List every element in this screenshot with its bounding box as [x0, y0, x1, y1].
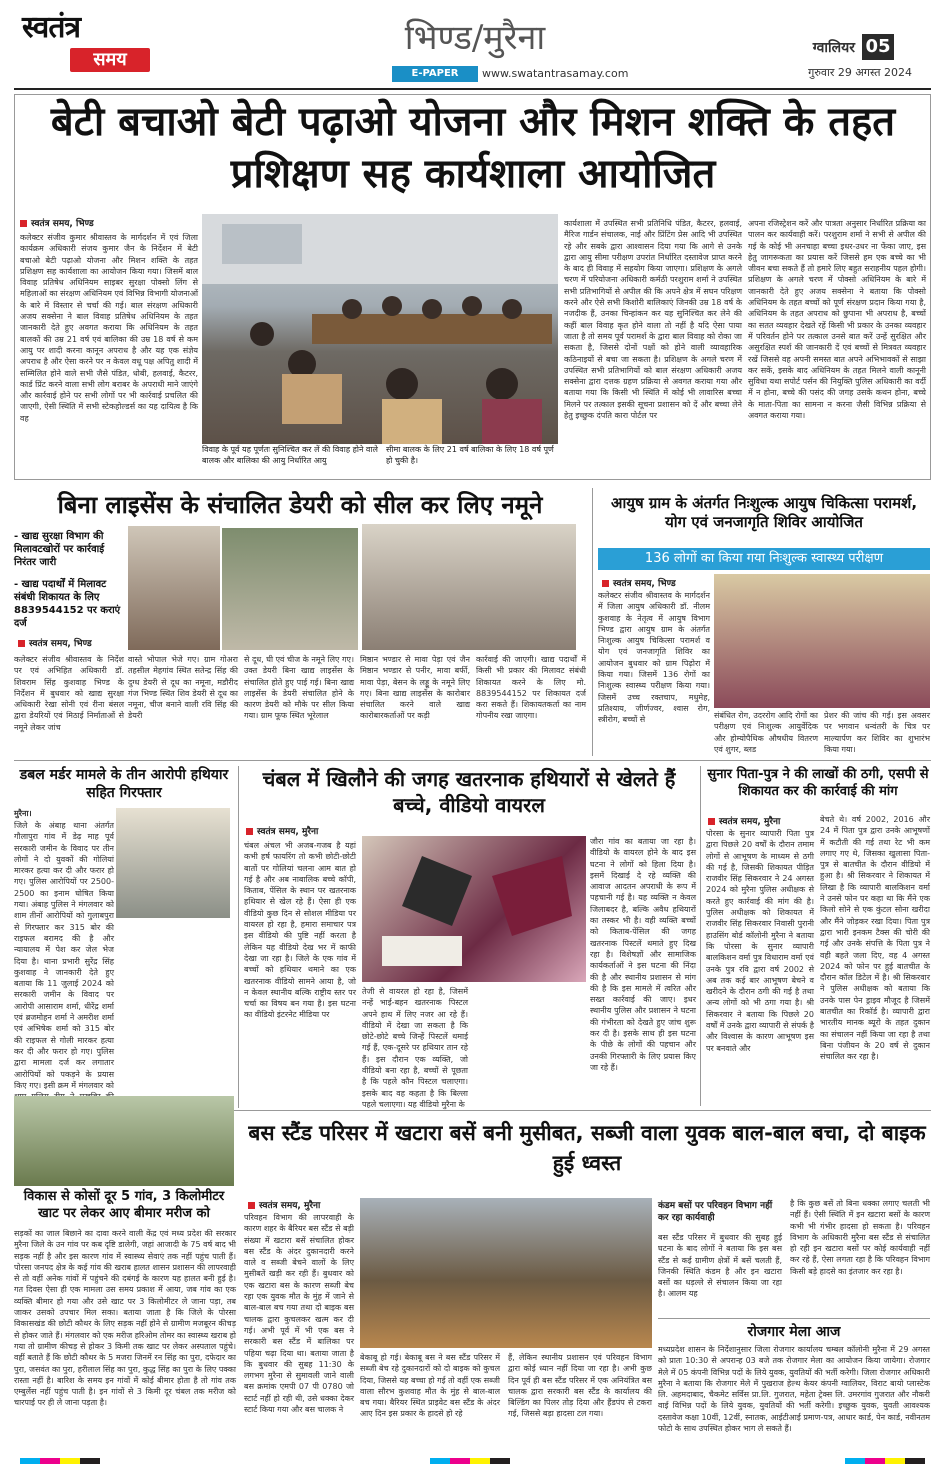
sunar-col2: बेचते थे। वर्ष 2002, 2016 और 24 में पिता पुत्र द्वारा उनके आभूषणों में कटौती की गई तथा रेट भी कम लगाए गए थे, जिसका खुलासा पिता-पुत्र से बातचीत के दौरान वीडियो में हुआ है। श्री सिकरवार ने शिकायत में लिखा है कि व्यापारी बालकिशन वर्मा ने उनसे फोन पर कहा था कि मैंने एक किलो सोने से एक कुंटल सोना खरीदा और मैंने जोड़कर रखा दिया। पिता पुत्र द्वारा भारी इनकम टैक्स की चोरी की गई और उनके संपत्ति के पिता पुत्र ने वही बहते जला दिए, वह 4 अगस्त 2024 को फोन पर हुई बातचीत के दौरान कॉल डिटेल में है। श्री सिकरवार ने पुलिस अधीक्षक को बताया कि उनके पास पेन ड्राइव मौजूद है जिसमें बातचीत का रिकॉर्ड है। व्यापारी द्वारा भारतीय मानक ब्यूरो के तहत दुकान का संचालन नहीं किया जा रहा है तथा बिना पंजीयन के 20 वर्ष से दुकान संचालित कर रहा है। [820, 815, 930, 1062]
divider [238, 766, 239, 1108]
ayush-headline: आयुष ग्राम के अंतर्गत निःशुल्क आयुष चिकित्सा परामर्श, योग एवं जनजागृति शिविर आयोजित [610, 494, 918, 531]
ayush-banner: 136 लोगों का किया गया निःशुल्क स्वास्थ्य परीक्षण [598, 548, 930, 570]
chambal-col1: चंबल अंचल भी अजब-गजब है यहां कभी हर्ष फायरिंग तो कभी छोटी-छोटी बातों पर गोलियां चलना आम बात हो गई है और अब नाबालिक बच्चे कॉपी, किताब, पेंसिल के स्थान पर खतरनाक हथियार से खेल रहे हैं। ऐसा ही एक वीडियो कुछ दिन से सोशल मीडिया पर वायरल हो रहा है, हमारा समाचार पत्र इस वीडियो की पुष्टि नहीं करता है लेकिन यह वीडियो देख भर में काफी देखा जा रहा है। जिले के एक गांव में बच्चों को हथियार थमाने का एक खतरनाक वीडियो सामने आया है, जो न केवल स्थानीय बल्कि राष्ट्रीय स्तर पर चर्चा का विषय बन गया है। इस घटना का वीडियो इंटरनेट मीडिया पर [244, 841, 356, 1020]
murder-photo [116, 808, 230, 918]
edition-title: भिण्ड/मुरैना [404, 18, 546, 58]
lead-col1: कलेक्टर संजीव कुमार श्रीवास्तव के मार्गदर्शन में एवं जिला कार्यक्रम अधिकारी संजय कुमार जैन के निर्देशन में बेटी बचाओ बेटी पढ़ाओ योजना और मिशन शक्ति के तहत प्रशिक्षण सह कार्यशाला का आयोजन किया गया। जिसमें बाल विवाह प्रतिषेध अधिनियम साइबर सुरक्षा पोक्सो लिंग से महिलाओं का संरक्षण अधिनियम एवं विभिन्न विभागी योजनाओं के बारे में विस्तार से चर्चा की गई। बाल संरक्षण अधिकारी अजय सक्सेना ने बाल विवाह प्रतिषेध अधिनियम के तहत जानकारी देते हुए अवगत कराया कि अधिनियम के तहत बालकों की उम्र 21 वर्ष एवं बालिका की उम्र 18 वर्ष से कम आयु पर शादी करना कानून अपराध है और यह एक संज्ञेय अपराध है और ऐसा करने पर न केवल वधू पक्ष अपितु शादी में सम्मिलित होने वाले सभी जैसे पंडित, धोबी, हलवाई, कैटरर, कार्ड प्रिंट करने वाला सभी लोग बराबर के अपराधी माने जाएंगे और कार्रवाई होने पर सभी लोगों पर भी कार्रवाई प्रचलित की जाएगी, ऐसी स्थिति में सभी स्टेकहोल्डर्स का यह दायित्व है कि वह [20, 233, 198, 423]
bus-side: कंडम बसों पर परिवहन विभाग नहीं कर रहा कार्यवाही [658, 1201, 773, 1223]
lead-col4: अपना रजिस्ट्रेशन करें और पात्रता अनुसार निर्धारित प्रक्रिया का पालन कर कार्यवाही करें। परशुराम शर्मा ने सभी से अपील की गई के कोई भी अनचाहा बच्चा इधर-उधर ना फेंका जाए, इस हेतु जागरूकता का प्रयास करें जिससे हम एक बच्चे का भी जीवन बचा सकते हैं तो हमारे लिए बहुत सराहनीय पहल होगी। प्रशिक्षण के अगले चरण में पोक्सो अधिनियम के बारे में जानकारी देते हुए अजय सक्सेना ने बताया कि पोक्सो अधिनियम के तहत बच्चों को पूर्ण संरक्षण प्रदान किया गया है, अधिनियम के तहत अपराध को छुपाना भी अपराध है, बच्चों का सतत व्यवहार देखते रहें किसी भी प्रकार के उनका व्यवहार में परिवर्तन होने पर तत्काल उनसे बात करें उन्हें सुरक्षित और असुरक्षित स्पर्श की जानकारी दें एवं बच्चों से मित्रवत व्यवहार रखें जिससे वह अपनी समस्त बात अपने अभिभावकों से साझा कर सकें, इसके बाद अधिनियम के तहत मिलने वाली कानूनी सुविधा यथा सपोर्ट पर्सन की नियुक्ति पुलिस अधिकारी का वर्दी में न होना, बच्चे की पसंद की जगह उसके कथन होना, बच्चे के माता-पिता का सामना न करना जैसी विभिन्न प्रक्रिया से अवगत कराया गया। [748, 219, 926, 421]
ayush-col2: संबंधित रोग, उदररोग आदि रोगों का परीक्षण एवं निःशुल्क आयुर्वेदिक और होम्योपैथिक औषधीय वितरण एवं शुगर, ब्लड [714, 711, 818, 754]
dairy-col4: मिष्ठान भण्डार से मावा पेड़ा एवं जैन मिष्ठान भण्डार से पनीर, मावा बर्फी, मावा पेड़ा, बेसन के लड्डू के नमूने लिए गए। बिना खाद्य लाइसेंस के कारोबार संचालित करने वाले खाद्य कारोबारकर्ताओं पर कड़ी [360, 655, 470, 721]
vikas-col: सड़कों का जाल बिछाने का दावा करने वाली केंद्र एवं मध्य प्रदेश की सरकार मुरैना जिले के उन गांव पर कब दृष्टि डालेगी, जहां आजादी के 75 वर्ष बाद भी सड़क नहीं है और इस कारण गांव में स्वास्थ्य सेवाएं तक नहीं पहुंच पाती हैं। पोरसा जनपद क्षेत्र के कई गांव की खराब हालत शासन प्रशासन की लापरवाही से तो वहीं अनेक गांवों में पहुंचने की दबंगई के कारण यह हालत बनी हुई है। गत दिवस ऐसा ही एक मामला उस समय प्रकाश में आया, जब गांव का एक व्यक्ति बीमार हो गया और उसे खाट पर 3 किलोमीटर ले जाना पड़ा, तब जाकर उसको उपचार मिल सका। बताया जाता है कि जिले के पोरसा विकासखंड की छोटी कौथर के लिए सड़क नहीं होने से ग्रामीण मजबूरन कीचड़ से होकर जाते हैं। मंगलवार को एक मरीज हरिओम तोमर का स्वास्थ्य खराब हो गया तो ग्रामीण कीचड़ से होकर 3 किमी तक खाट पर लेकर अस्पताल पहुंचे। वहीं बताते हैं कि छोटी कौथर के 5 मजरा जिनमें रन सिंह का पुरा, दफेदार का पुरा, जसवंत का पुरा, हरीलाल सिंह का पुरा, कुद्ध सिंह का पुरा के लिए पक्का रास्ता नहीं है। बारिश के समय इन गांवों में कोई बीमार होता है तो गांव तक एम्बुलेंस नहीं पहुंच पाती है। इन गांवों से 3 किमी दूर चंबल तक मरीज को चारपाई पर ही ले जाना पड़ता है। [14, 1229, 236, 1408]
lead-caption-2: सीमा बालक के लिए 21 वर्ष बालिका के लिए 18 वर्ष पूर्ण हो चुकी है। [386, 444, 558, 474]
dairy-photo-2 [222, 528, 358, 650]
vikas-photo [14, 1096, 234, 1186]
ayush-byline: स्वतंत्र समय, भिण्ड [602, 576, 712, 589]
registration-mark [430, 1458, 510, 1464]
murder-headline: डबल मर्डर मामले के तीन आरोपी हथियार सहित गिरफ्तार [19, 767, 229, 801]
chambal-col3: जौरा गांव का बताया जा रहा है। वीडियो के वायरल होने के बाद इस घटना ने लोगों को हिला दिया है। इसमें दिखाई दे रहे व्यक्ति की आवाज आदतन अपराधी के रूप में पहचानी गई है। यह व्यक्ति न केवल जिलाबदर है, बल्कि अवैध हथियारों का तस्कर भी है। वही व्यक्ति बच्चों को किताब-पेंसिल की जगह खतरनाक पिस्टलें थमाते हुए दिख रहा है। विशेषज्ञों और सामाजिक कार्यकर्ताओं ने इस घटना की निंदा की है और स्थानीय प्रशासन से मांग की है कि इस मामले में त्वरित और सख्त कार्रवाई की जाए। इधर स्थानीय पुलिस और प्रशासन ने घटना की गंभीरता को देखते हुए जांच शुरू कर दी है। इसके साथ ही इस घटना के पीछे के लोगों की पहचान और उनकी गिरफ्तारी के लिए प्रयास किए जा रहे हैं। [590, 837, 696, 1072]
rozgar-headline: रोजगार मेला आज [747, 1324, 841, 1340]
bus-col4: बस स्टैंड परिसर में बुधवार की सुबह हुई घटना के बाद लोगों ने बताया कि इस बस स्टैंड से कई ग्रामीण क्षेत्रों में बसें चलती हैं, जिनकी स्थिति कंडम है और इन खटारा बसों का धड़ल्ले से संचालन किया जा रहा है। आलम यह [658, 1233, 782, 1299]
ayush-photo [714, 574, 930, 708]
lead-col3: कार्यशाला में उपस्थित सभी प्रतिनिधि पंडित, कैटरर, हलवाई, मैरिज गार्डन संचालक, नाई और प्रिंटिंग प्रेस आदि भी उपस्थित रहे और सबके द्वारा आश्वासन दिया गया कि आगे से उनके द्वारा आयु सीमा परीक्षण उपरांत निर्धारित दस्तावेज प्राप्त करने के बाद ही विवाह में सहयोग किया जाएगा। प्रशिक्षण के अगले चरण में परियोजना अधिकारी कर्मठी परशुराम शर्मा ने उपस्थित सभी प्रतिभागियों से अपील की कि अपने क्षेत्र में सघन परिक्षण करने और ऐसे सभी किशोरी बालिकाएं जिनकी उम्र 18 वर्ष के नजदीक हैं, उनका चिन्हांकन कर यह सुनिश्चित कर लेने की कहीं बाल विवाह कृत होने वाला तो नहीं है यदि ऐसा पाया जाता है तो समय पूर्व परामर्श के द्वारा बाल विवाह को रोका जा सकता है, जिससे दोनों पक्षों को होने वाली व्यावहारिक कठिनाइयों से बचा जा सकता है। प्रशिक्षण के अगले चरण में उपस्थित सभी प्रतिभागियों को बाल संरक्षण अधिकारी अजय सक्सेना द्वारा दत्तक ग्रहण प्रक्रिया से अवगत कराया गया और बताया गया कि किसी भी स्थिति में कोई भी लावारिस बच्चा मिलने पर तत्काल इसकी सूचना प्रशासन को दें और बच्चा लेने हेतु इच्छुक दंपति कारा पोर्टल पर [564, 219, 742, 421]
bus-col2: बेकाबू हो गई। बेकाबू बस ने बस स्टैंड परिसर में सब्जी बेच रहे दुकानदारों को दो बाइक को कुचल दिया, जिससे यह बच्चा हो गई तो वहीं एक सब्जी वाला सौरभ कुशवाह मौत के मुंह से बाल-बाल बच गया। बैरियर स्थित प्राइवेट बस स्टैंड के अंदर आए दिन इस प्रकार के हादसे हो रहे [360, 1353, 500, 1419]
lead-photo [202, 214, 558, 444]
sunar-byline: स्वतंत्र समय, मुरैना [708, 814, 818, 827]
bus-col1: परिवहन विभाग की लापरवाही के कारण शहर के बैरियर बस स्टैंड से बड़ी संख्या में खटारा बसें संचालित होकर बस स्टैंड के अंदर दुकानदारी करने वाले व सब्जी बेचने वालों के लिए मुसीबतें खड़ी कर रही हैं। बुधवार को एक खटारा बस के कारण सब्जी बेच रहा एक युवक मौत के मुंह में जाने से बाल-बाल बच गया तथा दो बाइक बस चालक द्वारा कुचलकर खत्म कर दी गई। अभी पूर्व में भी एक बस ने सरकारी बस स्टैंड में बालिका पर पहिया चढ़ा दिया था। बताया जाता है कि बुधवार की सुबह 11:30 के लगभग मुरैना से सुमावली जाने वाली बस क्रमांक एमपी 07 पी 0780 जो स्टार्ट नहीं हो रही थी, उसे धक्का देकर स्टार्ट किया गया और बस चालक ने [244, 1213, 354, 1415]
divider [658, 1318, 930, 1319]
registration-mark [845, 1458, 925, 1464]
sunar-headline: सुनार पिता-पुत्र ने की लाखों की ठगी, एसपी से शिकायत कर की कार्रवाई की मांग [707, 767, 929, 799]
chambal-byline: स्वतंत्र समय, मुरैना [246, 824, 356, 837]
bus-headline: बस स्टैंड परिसर में खटारा बसें बनी मुसीबत, सब्जी वाला युवक बाल-बाल बचा, दो बाइक हुई ध्वस्त [248, 1121, 926, 1175]
dairy-byline: स्वतंत्र समय, भिण्ड [18, 636, 128, 649]
logo-bottom: समय [70, 48, 150, 72]
chambal-col2b [474, 986, 586, 1102]
chambal-col2: तेजी से वायरल हो रहा है, जिसमें नन्हें भाई-बहन खतरनाक पिस्टल अपने हाथ में लिए नजर आ रहे हैं। वीडियो में देखा जा सकता है कि छोटे-छोटे बच्चे जिन्हें पिस्टलें थमाई गई हैं, एक-दूसरे पर हथियार तान रहे हैं। इस दौरान एक व्यक्ति, जो वीडियो बना रहा है, बच्चों से पूछता है कि पहले कौन पिस्टल चलाएगा। इसके बाद वह कहता है कि बिल्ला पहले चलाएगा। यह वीडियो मुरैना के [362, 987, 468, 1109]
city-label: ग्वालियर [812, 40, 855, 56]
dairy-side-2: - खाद्य पदार्थों में मिलावट संबंधी शिकायत के लिए 8839544152 पर कराएं दर्ज [14, 579, 121, 629]
workshop-photo-image [202, 214, 558, 444]
bus-col5: है कि कुछ बसें तो बिना धक्का लगाए चलती भी नहीं हैं। ऐसी स्थिति में इन खटारा बसों के कारण कभी भी गंभीर हादसा हो सकता है। परिवहन विभाग के अधिकारी मुरैना बस स्टैंड से संचालित हो रही इन खटारा बसों पर कोई कार्यवाही नहीं कर रहे हैं, ऐसा लगता रहा है कि परिवहन विभाग किसी बड़े हादसे का इंतजार कर रहा है। [790, 1199, 930, 1276]
lead-headline: बेटी बचाओ बेटी पढ़ाओ योजना और मिशन शक्ति के तहत प्रशिक्षण सह कार्यशाला आयोजित [50, 99, 896, 197]
dairy-col3: से दूध, घी एवं चीज के नमूने लिए गए। उक्त डेयरी बिना खाद्य लाइसेंस के संचालित होते हुए पाई गई। बिना खाद्य लाइसेंस के डेयरी संचालित होने के कारण डेयरी को मौके पर सील किया गया। ग्राम फूफ स्थित भूरेलाल [244, 655, 354, 721]
murder-dateline: मुरैना। [14, 809, 32, 818]
dairy-col2: वास्ते भोपाल भेजे गए। ग्राम गोअरा तहसील मेहगांव स्थित सतेन्द्र सिंह की दुग्ध डेयरी से दूध का नमूना, मडौरीद गंज भिण्ड स्थित शिव डेयरी से दूध का नमूना, चीज बनाने वाली रवि सिंह की डेयरी [128, 655, 238, 721]
logo-top: स्वतंत्र [22, 10, 81, 45]
ayush-col3: प्रेशर की जांच की गई। इस अवसर पर भगवान धन्वंतरी के चित्र पर माल्यार्पण कर शिविर का शुभारंभ किया गया। [824, 711, 930, 754]
masthead-rule [14, 88, 931, 90]
chambal-headline: चंबल में खिलौने की जगह खतरनाक हथियारों से खेलते हैं बच्चे, वीडियो वायरल [262, 767, 676, 817]
issue-date: गुरुवार 29 अगस्त 2024 [808, 66, 912, 79]
sunar-col1: पोरसा के सुनार व्यापारी पिता पुत्र द्वारा पिछले 20 वर्षों के दौरान तमाम लोगों से आभूषण के माध्यम से ठगी की गई है, जिसकी शिकायत पीड़ित राजवीर सिंह सिकरवार ने 24 अगस्त 2024 को मुरैना पुलिस अधीक्षक से करते हुए कार्रवाई की मांग की है। पुलिस अधीक्षक को शिकायत में राजवीर सिंह सिकरवार निवासी पुरानी हाउसिंग बोर्ड कॉलोनी मुरैना ने बताया कि पोरसा के सुनार व्यापारी बालकिशन वर्मा पुत्र विधाराम वर्मा एवं उनके पुत्र रवि द्वारा वर्ष 2002 से अब तक कई बार आभूषण बेचने व खरीदने के दौरान ठगी की गई है तथा अन्य लोगों को भी ठगा गया है। श्री सिकरवार ने बताया कि पिछले 20 वर्षों में उनके द्वारा व्यापारी से संपर्क है और विश्वास के कारण आभूषण इस पर बनवाते और [706, 829, 814, 1053]
video-still-image [362, 836, 586, 982]
lead-byline: स्वतंत्र समय, भिण्ड [20, 216, 200, 229]
bus-photo [360, 1198, 652, 1348]
divider [592, 488, 593, 756]
vikas-headline: विकास से कोसों दूर 5 गांव, 3 किलोमीटर खाट पर लेकर आए बीमार मरीज को [23, 1189, 225, 1221]
dairy-headline: बिना लाइसेंस के संचालित डेयरी को सील कर लिए नमूने [57, 491, 543, 519]
website-link[interactable]: www.swatantrasamay.com [482, 67, 629, 80]
bus-col3: हैं, लेकिन स्थानीय प्रशासन एवं परिवहन विभाग द्वारा कोई ध्यान नहीं दिया जा रहा है। अभी कुछ दिन पूर्व ही बस स्टैंड परिसर में एक अनियंत्रित बस चालक द्वारा सरकारी बस स्टैंड के कार्यालय की बिल्डिंग का पिलर तोड़ दिया और हैंडपंप से टकरा गई, जिससे बड़ा हादसा टल गया। [508, 1353, 652, 1419]
epaper-label: E-PAPER [392, 66, 478, 82]
rozgar-col: मध्यप्रदेश शासन के निर्देशानुसार जिला रोजगार कार्यालय चम्बल कॉलोनी मुरैना में 29 अगस्त को प्रातः 10:30 से अपरान्ह 03 बजे तक रोजगार मेला का आयोजन किया जायेगा। रोजगार मेले में 05 कंपनी विभिन्न पदों के लिये युवक, युवतियों की भर्ती करेगी। जिला रोजगार अधिकारी मुरैना ने बताया कि रोजगार मेले में पुखराज हेल्थ केयर कंपनी ग्वालियर, विराट बायो प्लास्टेक लि. अहमदाबाद, चैकमेट सर्विस प्रा.लि. गुजरात, महेता ट्रेक्स लि. उमरगांव गुजरात और नौकरी वाई विभिन्न पदों के लिये युवक, युवतियों की भर्ती करेगी। इच्छुक युवक, युवती आवश्यक दस्तावेज कक्षा 10वीं, 12वीं, स्नातक, आईटीआई प्रमाण-पत्र, आधार कार्ड, पेन कार्ड, नवीनतम फोटो के साथ उपस्थित होकर भाग ले सकते हैं। [658, 1345, 930, 1434]
lead-caption-1: विवाह के पूर्व यह पूर्णतः सुनिश्चित कर लें की विवाह होने वाले बालक और बालिका की आयु निर्धारित आयु [202, 444, 382, 474]
divider [14, 760, 931, 761]
dairy-photo-1 [128, 526, 220, 650]
ayush-col1: कलेक्टर संजीव श्रीवास्तव के मार्गदर्शन में जिला आयुष अधिकारी डॉ. नीलम कुशवाह के नेतृत्व में आयुष विभाग भिण्ड द्वारा आयुष ग्राम के अंतर्गत निःशुल्क आयुष चिकित्सा परामर्श व योग एवं जनजागृति शिविर का आयोजन बुधवार को ग्राम पिढ़ोरा में किया गया। जिसमें 136 रोगों का निःशुल्क स्वास्थ्य परीक्षण किया गया। जिसमें उच्च रक्तचाप, मधुमेह, प्रतिश्याय, जीर्णज्वर, श्वास रोग, स्त्रीरोग, बच्चों से [598, 591, 710, 725]
bus-byline: स्वतंत्र समय, मुरैना [248, 1198, 358, 1211]
dairy-photo-3 [362, 524, 576, 650]
dairy-side-1: - खाद्य सुरक्षा विभाग की मिलावटखोरों पर कार्रवाई निरंतर जारी [14, 531, 105, 568]
registration-mark [20, 1458, 100, 1464]
chambal-photo [362, 836, 586, 982]
divider [700, 766, 701, 1106]
murder-col: जिले के अंबाह थाना अंतर्गत गौलापुरा गांव में डेढ़ माह पूर्व सरकारी जमीन के विवाद पर तीन लोगों ने दो युवकों की गोलियां मारकर हत्या कर दी और फरार हो गए। पुलिस आरोपियों पर 2500-2500 का इनाम घोषित किया गया। अंबाह पुलिस ने मंगलवार को शाम तीनों आरोपियों को गुलाबपुरा से गिरफ्तार कर 315 बोर की राइफल बरामद की है और न्यायालय में पेश कर जेल भेज दिया है। थाना प्रभारी सुरेंद्र सिंह कुशवाह ने जानकारी देते हुए बताया कि 11 जुलाई 2024 को सरकारी जमीन के विवाद पर आरोपी आसाराम शर्मा, धीरेंद्र शर्मा एवं ब्रजमोहन शर्मा ने अमरीश शर्मा एवं अभिषेक शर्मा को 315 बोर की राइफल से गोली मारकर हत्या कर दी और फरार हो गए। पुलिस द्वारा मामला दर्ज कर लगातार आरोपियों को पकड़ने के प्रयास किए गए। इसी क्रम में मंगलवार को [14, 821, 114, 1090]
dairy-col1: कलेक्टर संजीव श्रीवास्तव के निर्देश पर एवं अभिहित अधिकारी डॉ. शिवराम सिंह कुशवाह भिण्ड के निर्देशन में बुधवार को खाद्य सुरक्षा अधिकारी रेखा सोनी एवं रीना बंसल द्वारा डेयरियों एवं मिठाई निर्माताओं से नमूने लेकर जांच [14, 655, 124, 732]
page-number: 05 [862, 34, 894, 60]
dairy-col5: कार्रवाई की जाएगी। खाद्य पदार्थों में किसी भी प्रकार की मिलावट संबंधी शिकायत करने के लिए मो. 8839544152 पर शिकायत दर्ज करा सकते हैं। शिकायतकर्ता का नाम गोपनीय रखा जाएगा। [476, 655, 586, 721]
